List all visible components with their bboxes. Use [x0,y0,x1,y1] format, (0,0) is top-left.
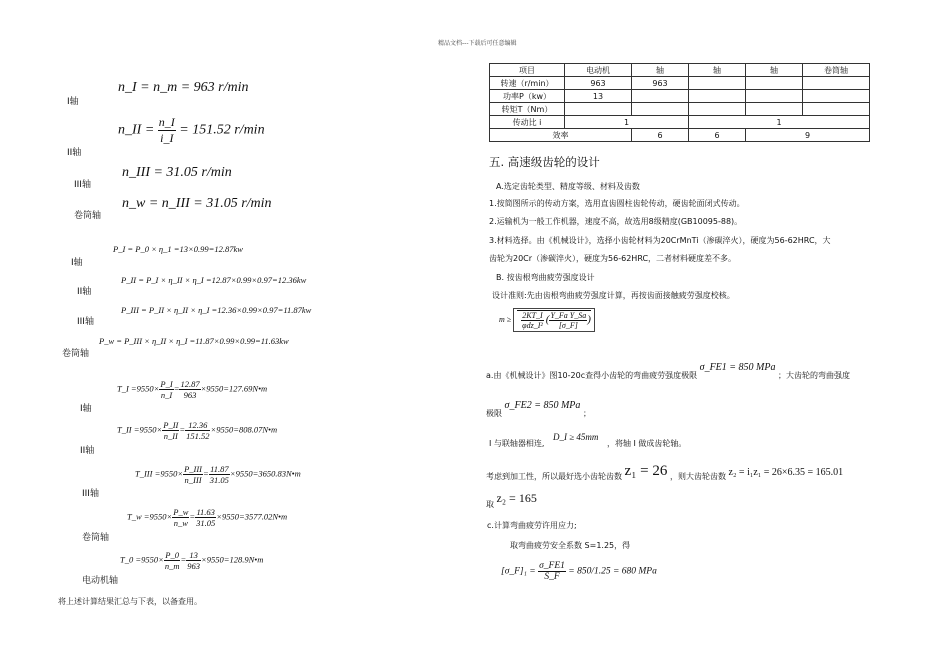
table-cell: 1 [689,116,870,129]
torque-label-3: III轴 [82,489,99,499]
bending-formula: m ≥ $\frac{2KT\_I}{\text{φdz\_I²}}$ ( $\frac{\text{Y\_Fa Y\_Sa}}{[\sigma\_F]}$ ) [499,308,595,332]
page-header: 精品文档---下载后可任意编辑 [438,40,517,47]
table-cell [689,103,746,116]
c-title: c.计算弯曲疲劳许用应力; [487,521,577,530]
torque-label-2: II轴 [80,446,95,456]
table-row-efficiency [490,129,870,142]
table-header-cell: 电动机 [565,64,632,77]
safety-factor-line: 取弯曲疲劳安全系数 S=1.25，得 [510,541,631,550]
power-formula-3: P_III = P_II × η_II × η_I =12.36×0.99×0.97=11.87kw [121,305,312,315]
power-label-1: I轴 [71,258,83,268]
limit-line-2: 极限 σ_FE2 = 850 MPa ； [486,400,591,418]
table-cell: 963 [632,77,689,90]
limit-line-1: a.由《机械设计》图10-20c查得小齿轮的弯曲疲劳强度极限 σ_FE1 = 850 MPa ；大齿轮的弯曲强度 [486,362,851,380]
torque-label-5: 电动机轴 [82,576,119,586]
speed-label-4: 卷筒轴 [74,211,102,221]
table-cell: 功率P（kw） [490,90,565,103]
subsection-b-title: B. 按齿根弯曲疲劳强度设计 [496,273,595,282]
table-row [490,90,870,103]
table-header-cell: 项目 [490,64,565,77]
table-cell: 9 [746,129,870,142]
power-formula-2: P_II = P_I × η_II × η_I =12.87×0.99×0.97=12.36kw [121,275,307,285]
table-cell: 传动比 i [490,116,565,129]
power-formula-4: P_w = P_III × η_II × η_I =11.87×0.99×0.99=11.63kw [99,336,289,346]
teeth-line: 考虑到加工性，所以最好选小齿轮齿数 z₁ = 26 ，则大齿轮齿数 z₂ = i₁z₁ = 26×6.35 = 165.01 [486,463,844,481]
speed-label-3: III轴 [74,180,91,190]
table-cell [565,103,632,116]
table-cell: 963 [565,77,632,90]
speed-formula-2: n_II = $\frac{n\_I}{i\_I}$ = 151.52 r/min [118,115,265,145]
table-cell [803,90,870,103]
torque-formula-1: T_I =9550× $\frac{P\_I}{n\_I}$ = $\frac{12.87}{963}$ ×9550=127.69N•m [117,379,268,400]
torque-label-1: I轴 [80,404,92,414]
torque-formula-4: T_w =9550× $\frac{P\_w}{n\_w}$ = $\frac{11.63}{31.05}$ ×9550=3577.02N•m [127,507,288,528]
paragraph-3a: 3.材料选择。由《机械设计》，选择小齿轮材料为20CrMnTi（渗碳淬火），硬度为56-62HRC，大 [489,236,831,245]
table-cell [632,90,689,103]
table-cell: 效率 [490,129,632,142]
speed-formula-3: n_III = 31.05 r/min [122,165,232,180]
power-formula-1: P_I = P_0 × η_1 =13×0.99=12.87kw [113,244,243,254]
table-cell [689,90,746,103]
summary-table [489,63,870,142]
table-cell [632,103,689,116]
speed-label-1: I轴 [67,97,79,107]
summary-note: 将上述计算结果汇总与下表，以备查用。 [58,597,202,606]
table-header-row [490,64,870,77]
paragraph-1: 1.按简图所示的传动方案，选用直齿圆柱齿轮传动，硬齿轮面闭式传动。 [489,199,745,208]
table-row [490,77,870,90]
torque-formula-3: T_III =9550× $\frac{\text{P\_III}}{\text{n\_III}}$ = $\frac{11.87}{31.05}$ ×9550=3650.83N•m [135,464,301,485]
table-cell [746,90,803,103]
table-cell: 6 [632,129,689,142]
table-cell [689,77,746,90]
table-cell: 转速（r/min） [490,77,565,90]
take-z2-line: 取 z₂ = 165 [486,491,537,509]
table-cell: 6 [689,129,746,142]
speed-label-2: II轴 [67,148,82,158]
table-cell: 转矩T（Nm） [490,103,565,116]
speed-formula-1: n_I = n_m = 963 r/min [118,80,249,95]
torque-label-4: 卷筒轴 [82,533,110,543]
table-header-cell: 轴 [689,64,746,77]
coupling-line: I 与联轴器相连, D_I ≥ 45mm ，将轴 I 做成齿轮轴。 [489,432,687,448]
power-label-2: II轴 [77,287,92,297]
allowable-stress-formula: [σ_F]₁ = $\frac{\sigma\_FE1}{S\_F}$ = 850/1.25 = 680 MPa [501,561,657,582]
table-header-cell: 轴 [632,64,689,77]
table-cell [746,103,803,116]
subsection-a-title: A.选定齿轮类型、精度等级、材料及齿数 [496,182,640,191]
power-label-4: 卷筒轴 [62,349,90,359]
table-cell [803,77,870,90]
table-row-ratio [490,116,870,129]
torque-formula-5: T_0 =9550× $\frac{P\_0}{n\_m}$ = $\frac{13}{963}$ ×9550=128.9N•m [120,550,264,571]
table-row [490,103,870,116]
table-header-cell: 卷筒轴 [803,64,870,77]
table-cell: 1 [565,116,689,129]
speed-formula-4: n_w = n_III = 31.05 r/min [122,196,272,211]
paragraph-3b: 齿轮为20Cr（渗碳淬火），硬度为56-62HRC，二者材料硬度差不多。 [489,254,737,263]
torque-formula-2: T_II =9550× $\frac{P\_II}{n\_II}$ = $\frac{12.36}{151.52}$ ×9550=808.07N•m [117,420,278,441]
design-rule: 设计准则:先由齿根弯曲疲劳强度计算，再按齿面接触疲劳强度校核。 [492,291,735,300]
table-cell [746,77,803,90]
section-title: 五. 高速级齿轮的设计 [489,155,600,169]
power-label-3: III轴 [77,317,94,327]
table-header-cell: 轴 [746,64,803,77]
table-cell [803,103,870,116]
table-cell: 13 [565,90,632,103]
paragraph-2: 2.运输机为一般工作机器，速度不高，故选用8级精度(GB10095-88)。 [489,217,743,226]
